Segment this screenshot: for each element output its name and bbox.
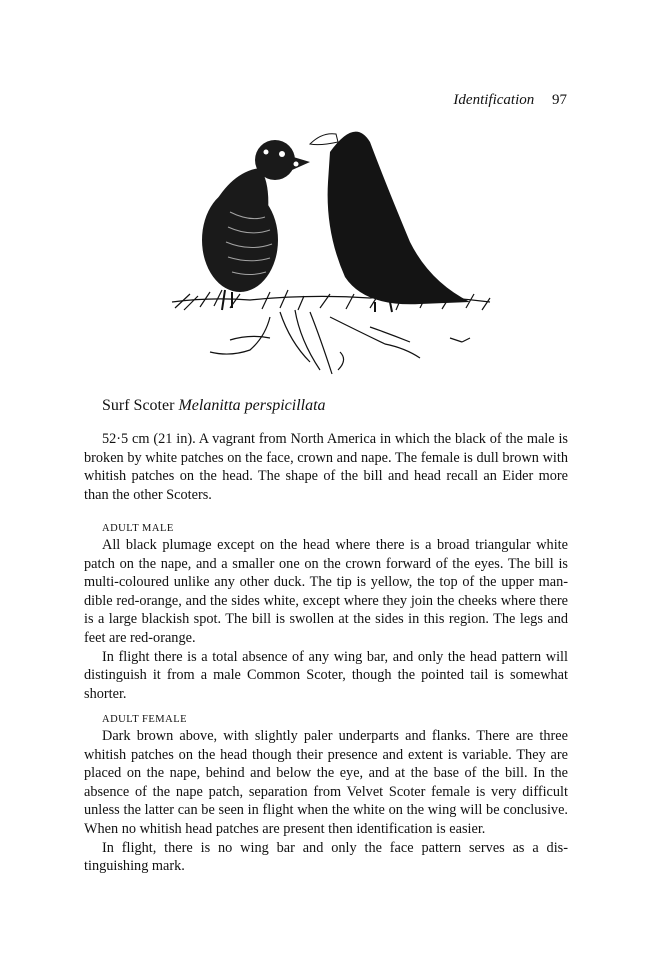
adult-male-paragraph: All black plumage except on the head where there is a broad triangular white patch on the nape, and a smaller one on the crown forward of the eyes. The bill is multi-coloured unlike any other duck. The tip is yellow, the top of the upper man-dible red-orange, and the sides white, except where they join the cheeks where there is a large blackish spot. The bill is swollen at the sides in this region. The legs and feet are red-orange. [84, 537, 568, 646]
adult-male-heading: ADULT MALE [102, 523, 174, 534]
latin-name: Melanitta perspicillata [178, 397, 326, 414]
intro-paragraph: 52·5 cm (21 in). A vagrant from North America in which the black of the male is broken by white patches on the face, crown and nape. The female is dull brown with whitish patches on the head. The shape of the bill and head recall an Eider more than the other Scoters. [84, 431, 568, 503]
adult-female-section [84, 727, 568, 876]
section-title: Identification [453, 92, 535, 108]
adult-female-paragraph: Dark brown above, with slightly paler underparts and flanks. There are three whitish patches on the head though their presence and extent is variable. They are placed on the nape, behind and below the eye, and at the base of the bill. In the absence of the nape patch, separation from Velvet Scoter female is very difficult unless the latter can be seen in flight when the white on the wing will be conclusive. When no whitish head patches are present then identification is easier. [84, 728, 568, 837]
running-header [0, 91, 567, 109]
adult-male-section [84, 536, 568, 703]
surf-scoter-illustration [170, 112, 500, 384]
adult-male-flight-paragraph: In flight there is a total absence of any wing bar, and only the head pattern will distinguish it from a male Common Scoter, though the pointed tail is somewhat shorter. [84, 648, 568, 702]
common-name: Surf Scoter [102, 397, 175, 414]
male-scoter [310, 126, 470, 312]
intro-section [84, 430, 568, 504]
adult-female-flight-paragraph: In flight, there is no wing bar and only the face pattern serves as a dis-tinguishing mark. [84, 839, 568, 875]
species-caption [102, 396, 326, 416]
adult-female-heading: ADULT FEMALE [102, 714, 188, 725]
female-scoter [202, 140, 310, 310]
page-number: 97 [552, 92, 567, 108]
